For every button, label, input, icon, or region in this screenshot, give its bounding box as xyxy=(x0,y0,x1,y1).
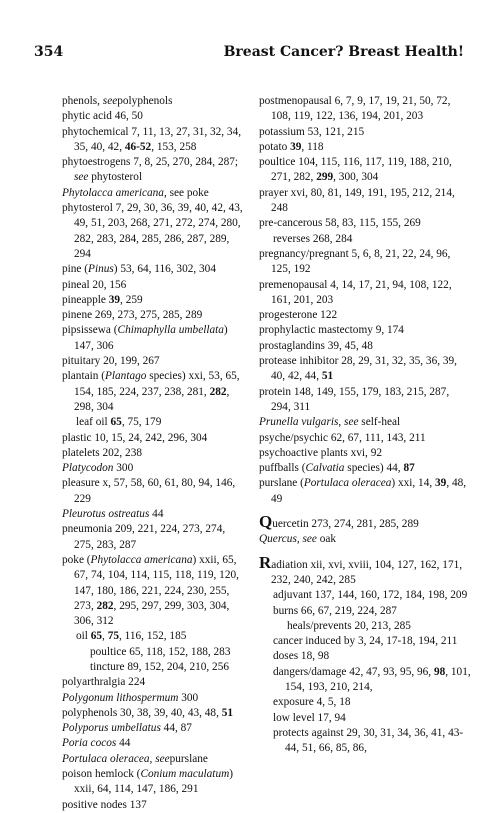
index-entry xyxy=(62,155,244,186)
entry-text: , xyxy=(338,416,345,429)
index-entry xyxy=(259,446,471,461)
entry-text: see xyxy=(74,171,89,184)
entry-text: puffballs ( xyxy=(259,462,306,475)
index-subentry xyxy=(259,619,471,634)
entry-text: 87 xyxy=(403,462,415,475)
index-entry xyxy=(62,94,244,109)
entry-text: polyphenols 30, 38, 39, 40, 43, 48, xyxy=(62,706,222,719)
entry-text: 98 xyxy=(433,665,446,678)
entry-text: Phytolacca americana xyxy=(90,553,193,566)
entry-text: see xyxy=(344,416,359,429)
index-subentry xyxy=(62,629,244,644)
entry-text: , 153, 258 xyxy=(151,140,197,153)
entry-text: 44 xyxy=(149,508,164,521)
index-entry xyxy=(62,262,244,277)
entry-text: 51 xyxy=(221,706,234,719)
entry-text: protects against 29, 30, 31, 34, 36, 41, 43-44, 51, 66, 85, 86, xyxy=(273,726,464,755)
entry-text: poultice 104, 115, 116, 117, 119, 188, 210, 271, 282, xyxy=(259,156,452,184)
index-entry xyxy=(62,736,244,751)
entry-text: uercetin 273, 274, 281, 285, 289 xyxy=(272,518,419,531)
entry-text: ) xxi, 14, xyxy=(391,477,436,490)
entry-text: Portulaca oleracea, xyxy=(62,752,156,765)
index-subentry xyxy=(259,695,471,710)
entry-text: Calvatia xyxy=(305,462,345,475)
entry-text: ) 147, 306 xyxy=(74,324,228,352)
entry-text: poison hemlock ( xyxy=(62,768,141,781)
entry-text: Polygonum lithospermum xyxy=(62,691,179,704)
index-entry xyxy=(62,186,244,201)
entry-text: protease inhibitor 28, 29, 31, 32, 35, 36, 39, 40, 42, 44, xyxy=(259,355,457,383)
index-entry xyxy=(62,431,244,446)
entry-text: prophylactic mastectomy 9, 174 xyxy=(259,324,404,337)
entry-text: ) xxii, 65, 67, 74, 104, 114, 115, 118, 119, 120, 147, 180, 186, 221, 224, 230, 255, 273, xyxy=(74,553,239,612)
entry-text: Poria cocos xyxy=(62,737,117,750)
index-subentry xyxy=(259,634,471,649)
entry-text: pre-cancerous 58, 83, 115, 155, 269 xyxy=(259,217,421,230)
entry-text: , 298, 304 xyxy=(74,385,230,413)
index-entry xyxy=(259,216,471,231)
entry-text: see xyxy=(102,95,118,107)
index-entry xyxy=(259,461,471,476)
entry-text: low level 17, 94 xyxy=(273,711,346,724)
entry-text: postmenopausal 6, 7, 9, 17, 19, 21, 50, 72, 108, 119, 122, 136, 194, 201, 203 xyxy=(259,95,451,123)
index-subentry xyxy=(259,665,471,696)
entry-text: 282 xyxy=(209,385,227,398)
entry-text: positive nodes 137 xyxy=(62,798,147,811)
entry-text: 46-52 xyxy=(124,140,152,153)
index-entry xyxy=(259,514,471,532)
entry-text: 51 xyxy=(321,370,334,383)
entry-text: self-heal xyxy=(358,416,401,429)
entry-text: exposure 4, 5, 18 xyxy=(273,696,351,709)
entry-text: Chimaphylla umbellata xyxy=(117,324,224,337)
entry-text: pine ( xyxy=(62,263,89,276)
index-entry xyxy=(259,125,471,140)
entry-text: poultice 65, 118, 152, 188, 283 xyxy=(90,645,231,658)
entry-text: Phytolacca americana xyxy=(62,186,164,199)
entry-text: see xyxy=(155,752,170,765)
entry-text: ) xxii, 64, 114, 147, 186, 291 xyxy=(74,768,234,796)
entry-text: protein 148, 149, 155, 179, 183, 215, 287, 294, 311 xyxy=(259,385,450,413)
entry-text: psyche/psychic 62, 67, 111, 143, 211 xyxy=(259,431,426,444)
index-entry xyxy=(62,278,244,293)
entry-text: species) 44, xyxy=(344,462,404,475)
index-column-right xyxy=(259,94,471,756)
index-entry xyxy=(62,109,244,124)
index-subentry xyxy=(62,660,244,675)
index-entry xyxy=(62,767,244,798)
entry-text: Quercus, see xyxy=(259,533,317,546)
index-entry xyxy=(62,369,244,415)
entry-text: , 259 xyxy=(120,293,143,306)
index-entry xyxy=(259,339,471,354)
entry-text: 299 xyxy=(316,171,334,184)
entry-text: phytic acid 46, 50 xyxy=(62,110,143,123)
entry-text: oak xyxy=(316,533,337,546)
entry-text: pleasure x, 57, 58, 60, 61, 80, 94, 146, 229 xyxy=(62,477,236,505)
entry-text: , 48, 49 xyxy=(271,477,467,505)
entry-text: purslane ( xyxy=(259,477,304,490)
index-subentry xyxy=(62,645,244,660)
index-subentry xyxy=(259,588,471,603)
entry-text: oil xyxy=(76,630,91,643)
entry-text: pinene 269, 273, 275, 285, 289 xyxy=(62,309,203,322)
index-entry xyxy=(62,507,244,522)
index-entry xyxy=(62,706,244,721)
index-entry xyxy=(62,522,244,553)
entry-text: 39 xyxy=(435,477,447,490)
entry-text: adiation xii, xvi, xviii, 104, 127, 162, 171, 232, 240, 242, 285 xyxy=(271,558,463,586)
page-header xyxy=(34,44,464,62)
index-entry xyxy=(259,186,471,217)
entry-text: pineapple xyxy=(62,293,109,306)
entry-text: dangers/damage 42, 47, 93, 95, 96, xyxy=(273,665,434,678)
entry-text: Platycodon xyxy=(62,462,114,475)
entry-text: phenols, xyxy=(62,95,103,107)
entry-text: Prunella vulgaris xyxy=(259,416,339,429)
index-entry xyxy=(259,308,471,323)
entry-text: cancer induced by 3, 24, 17-18, 194, 211 xyxy=(273,635,458,648)
index-entry xyxy=(62,446,244,461)
entry-text: phytoestrogens 7, 8, 25, 270, 284, 287; xyxy=(62,156,239,169)
index-entry xyxy=(62,354,244,369)
index-entry xyxy=(259,476,471,507)
index-entry xyxy=(62,721,244,736)
index-entry xyxy=(259,323,471,338)
entry-text: phytochemical 7, 11, 13, 27, 31, 32, 34, 35, 40, 42, xyxy=(62,125,242,153)
entry-text: psychoactive plants xvi, 92 xyxy=(259,446,382,459)
entry-text: potassium 53, 121, 215 xyxy=(259,125,365,138)
index-entry xyxy=(259,155,471,186)
entry-text: , 300, 304 xyxy=(333,171,379,184)
section-gap xyxy=(259,548,471,555)
entry-text: plastic 10, 15, 24, 242, 296, 304 xyxy=(62,431,208,444)
index-entry xyxy=(62,461,244,476)
index-entry xyxy=(259,278,471,309)
entry-text: , see poke xyxy=(163,186,209,199)
entry-text: poke ( xyxy=(62,553,91,566)
entry-text: prayer xvi, 80, 81, 149, 191, 195, 212, 214, 248 xyxy=(259,186,455,215)
entry-text: phytosterol xyxy=(88,171,143,184)
entry-text: purslane xyxy=(169,752,208,765)
entry-text: leaf oil xyxy=(76,416,111,429)
entry-text: premenopausal 4, 14, 17, 21, 94, 108, 122, 161, 201, 203 xyxy=(259,278,452,306)
index-entry xyxy=(62,675,244,690)
entry-text: progesterone 122 xyxy=(259,309,338,322)
section-gap xyxy=(259,507,471,514)
entry-text: ) 53, 64, 116, 302, 304 xyxy=(113,263,216,276)
section-initial: Q xyxy=(259,512,273,532)
index-entry xyxy=(62,798,244,813)
entry-text: species) xxi, 53, 65, 154, 185, 224, 237, 238, 281, xyxy=(74,370,240,398)
entry-text: platelets 202, 238 xyxy=(62,446,143,459)
entry-text: pneumonia 209, 221, 224, 273, 274, 275, 283, 287 xyxy=(62,523,226,551)
entry-text: polyarthralgia 224 xyxy=(62,676,146,689)
index-subentry xyxy=(62,415,244,430)
entry-text: 39 xyxy=(290,140,302,153)
entry-text: 39 xyxy=(108,293,121,306)
index-entry xyxy=(62,308,244,323)
entry-text: heals/prevents 20, 213, 285 xyxy=(287,619,411,632)
entry-text: pituitary 20, 199, 267 xyxy=(62,355,160,368)
index-entry xyxy=(259,94,471,125)
index-entry xyxy=(259,552,471,589)
running-title: Breast Cancer? Breast Health! xyxy=(223,44,464,60)
entry-text: 44 xyxy=(116,737,131,750)
entry-text: , xyxy=(102,630,108,643)
entry-text: Pleurotus ostreatus xyxy=(62,508,150,521)
index-subentry xyxy=(259,604,471,619)
entry-text: tincture 89, 152, 204, 210, 256 xyxy=(90,660,229,673)
index-entry xyxy=(259,385,471,416)
index-subentry xyxy=(259,232,471,247)
entry-text: Polyporus umbellatus xyxy=(62,722,161,735)
page-number: 354 xyxy=(34,44,64,60)
entry-text: , 118 xyxy=(301,140,324,153)
entry-text: pineal 20, 156 xyxy=(62,278,127,291)
entry-text: 44, 87 xyxy=(160,722,192,735)
index-subentry xyxy=(259,649,471,664)
index-entry xyxy=(62,691,244,706)
entry-text: burns 66, 67, 219, 224, 287 xyxy=(273,604,397,617)
entry-text: 282 xyxy=(96,599,114,612)
entry-text: 300 xyxy=(178,691,199,704)
entry-text: phytosterol 7, 29, 30, 36, 39, 40, 42, 43, 49, 51, 203, 268, 271, 272, 274, 280, 282, 283, 284, 285, 286, 287, 289, 294 xyxy=(62,202,243,260)
entry-text: plantain ( xyxy=(62,370,105,383)
index-column-left xyxy=(62,94,244,813)
index-entry xyxy=(259,532,471,547)
index-entry xyxy=(62,323,244,354)
entry-text: pipsissewa ( xyxy=(62,324,118,337)
index-entry xyxy=(62,125,244,156)
entry-text: potato xyxy=(259,140,291,153)
section-initial: R xyxy=(259,552,272,572)
entry-text: , 295, 297, 299, 303, 304, 306, 312 xyxy=(74,599,230,628)
index-subentry xyxy=(259,711,471,726)
entry-text: , 75, 179 xyxy=(121,416,162,429)
index-entry xyxy=(62,476,244,507)
entry-text: Portulaca oleracea xyxy=(303,477,392,490)
entry-text: 65 xyxy=(90,630,103,643)
entry-text: polyphenols xyxy=(117,95,173,107)
index-entry xyxy=(259,431,471,446)
entry-text: Conium maculatum xyxy=(140,768,230,781)
entry-text: 75 xyxy=(107,630,119,643)
index-entry xyxy=(259,415,471,430)
entry-text: prostaglandins 39, 45, 48 xyxy=(259,339,373,352)
entry-text: 300 xyxy=(113,462,134,475)
entry-text: , 101, 154, 193, 210, 214, xyxy=(285,665,471,693)
entry-text: reverses 268, 284 xyxy=(273,232,353,245)
entry-text: doses 18, 98 xyxy=(273,650,330,663)
index-entry xyxy=(259,354,471,385)
index-entry xyxy=(62,201,244,262)
index-entry xyxy=(62,293,244,308)
index-entry xyxy=(259,247,471,278)
entry-text: adjuvant 137, 144, 160, 172, 184, 198, 209 xyxy=(273,589,468,602)
index-entry xyxy=(62,752,244,767)
index-entry xyxy=(259,140,471,155)
entry-text: Pinus xyxy=(88,263,114,276)
entry-text: , 116, 152, 185 xyxy=(119,630,187,643)
entry-text: pregnancy/pregnant 5, 6, 8, 21, 22, 24, 96, 125, 192 xyxy=(259,247,451,276)
index-entry xyxy=(62,553,244,629)
index-subentry xyxy=(259,726,471,757)
entry-text: 65 xyxy=(110,416,122,429)
entry-text: Plantago xyxy=(104,370,147,383)
